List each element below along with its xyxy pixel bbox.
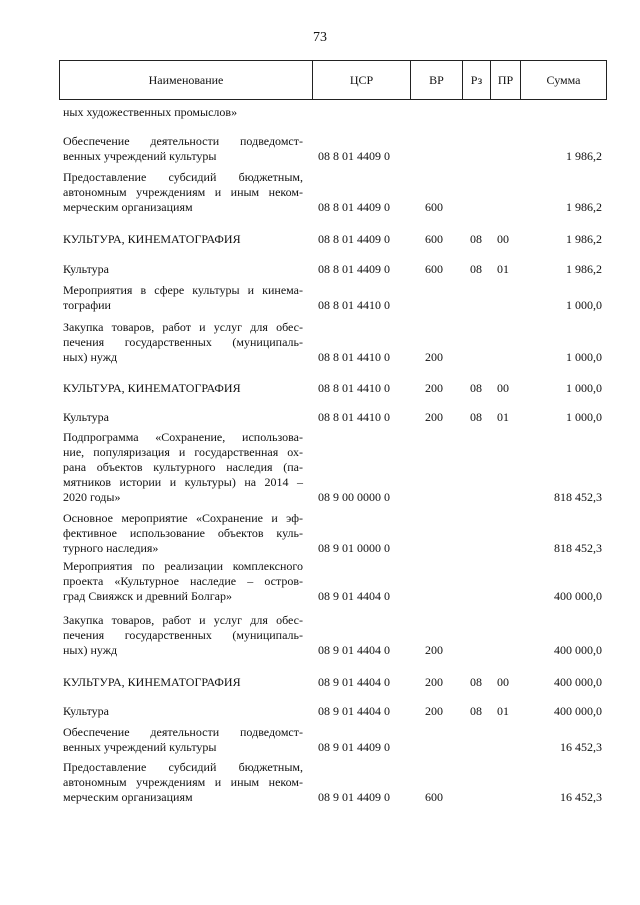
- row-name-line: печения государственных (муниципаль-: [63, 335, 303, 349]
- row-name: [63, 134, 303, 164]
- row-vr: 200: [425, 410, 443, 424]
- row-vr: 600: [425, 232, 443, 246]
- row-name: [63, 725, 303, 755]
- row-rz: 08: [470, 675, 482, 689]
- row-name-line: Мероприятия в сфере культуры и кинема-: [63, 283, 303, 297]
- row-rz: 08: [470, 381, 482, 395]
- row-name-line: автономным учреждениям и иным неком-: [63, 185, 303, 199]
- row-name: [63, 410, 303, 425]
- row-name: [63, 320, 303, 365]
- row-pr: 01: [497, 262, 509, 276]
- row-sum: 818 452,3: [554, 490, 602, 504]
- row-vr: 600: [425, 262, 443, 276]
- row-name-line: турного наследия»: [63, 541, 159, 555]
- row-name-line: ных) нужд: [63, 643, 118, 657]
- row-name-line: КУЛЬТУРА, КИНЕМАТОГРАФИЯ: [63, 675, 241, 689]
- row-vr: 200: [425, 381, 443, 395]
- row-csr: 08 8 01 4409 0: [318, 149, 390, 163]
- row-name-line: КУЛЬТУРА, КИНЕМАТОГРАФИЯ: [63, 232, 241, 246]
- row-sum: 400 000,0: [554, 643, 602, 657]
- row-sum: 16 452,3: [560, 740, 602, 754]
- row-name-line: Подпрограмма «Сохранение, использова-: [63, 430, 303, 444]
- row-csr: 08 8 01 4410 0: [318, 410, 390, 424]
- row-csr: 08 8 01 4409 0: [318, 232, 390, 246]
- row-name-line: Основное мероприятие «Сохранение и эф-: [63, 511, 303, 525]
- row-vr: 200: [425, 643, 443, 657]
- row-pr: 00: [497, 232, 509, 246]
- page-number: 73: [313, 30, 327, 45]
- row-name-line: ние, популяризация и государственная ох-: [63, 445, 303, 459]
- row-name-line: Обеспечение деятельности подведомст-: [63, 134, 303, 148]
- table-header: [59, 60, 607, 100]
- row-name-line: Культура: [63, 410, 109, 424]
- row-name-line: 2020 годы»: [63, 490, 121, 504]
- row-name-line: фективное использование объектов куль-: [63, 526, 303, 540]
- row-name-line: автономным учреждениям и иным неком-: [63, 775, 303, 789]
- row-csr: 08 8 01 4410 0: [318, 381, 390, 395]
- row-sum: 1 000,0: [566, 298, 602, 312]
- row-name: [63, 704, 303, 719]
- row-name-line: Обеспечение деятельности подведомст-: [63, 725, 303, 739]
- row-vr: 200: [425, 704, 443, 718]
- row-csr: 08 9 01 4404 0: [318, 589, 390, 603]
- row-csr: 08 9 00 0000 0: [318, 490, 390, 504]
- header-rz: Рз: [463, 61, 491, 99]
- row-name-line: мерческим организациям: [63, 790, 193, 804]
- row-rz: 08: [470, 232, 482, 246]
- row-name-line: венных учреждений культуры: [63, 740, 217, 754]
- row-csr: 08 9 01 0000 0: [318, 541, 390, 555]
- row-csr: 08 8 01 4410 0: [318, 350, 390, 364]
- continuation-text: ных художественных промыслов»: [63, 105, 238, 119]
- row-name-line: Закупка товаров, работ и услуг для обес-: [63, 320, 303, 334]
- row-rz: 08: [470, 262, 482, 276]
- row-name: [63, 511, 303, 556]
- header-vr: ВР: [411, 61, 463, 99]
- header-pr: ПР: [491, 61, 521, 99]
- row-sum: 1 000,0: [566, 410, 602, 424]
- header-sum: Сумма: [546, 72, 581, 87]
- row-name-line: Культура: [63, 704, 109, 718]
- row-name-line: Предоставление субсидий бюджетным,: [63, 170, 303, 184]
- row-sum: 400 000,0: [554, 589, 602, 603]
- row-name-line: венных учреждений культуры: [63, 149, 217, 163]
- row-name-line: тографии: [63, 298, 111, 312]
- row-name-line: ных) нужд: [63, 350, 118, 364]
- row-csr: 08 9 01 4409 0: [318, 740, 390, 754]
- row-name-line: Культура: [63, 262, 109, 276]
- row-name: [63, 381, 303, 396]
- row-name-line: печения государственных (муниципаль-: [63, 628, 303, 642]
- row-name-line: КУЛЬТУРА, КИНЕМАТОГРАФИЯ: [63, 381, 241, 395]
- row-name-line: град Свияжск и древний Болгар»: [63, 589, 232, 603]
- row-name: [63, 430, 303, 505]
- row-name: [63, 283, 303, 313]
- header-csr: ЦСР: [313, 61, 411, 99]
- row-csr: 08 9 01 4404 0: [318, 675, 390, 689]
- row-csr: 08 9 01 4409 0: [318, 790, 390, 804]
- row-sum: 400 000,0: [554, 704, 602, 718]
- row-name: [63, 613, 303, 658]
- row-name-line: Мероприятия по реализации комплексного: [63, 559, 303, 573]
- row-name-line: мятников истории и культуры) на 2014 –: [63, 475, 303, 489]
- row-vr: 200: [425, 350, 443, 364]
- row-sum: 1 986,2: [566, 262, 602, 276]
- row-pr: 00: [497, 381, 509, 395]
- row-sum: 1 000,0: [566, 381, 602, 395]
- header-name: Наименование: [60, 61, 313, 99]
- row-name: [63, 232, 303, 247]
- row-name-line: мерческим организациям: [63, 200, 193, 214]
- row-sum: 1 986,2: [566, 232, 602, 246]
- row-sum: 16 452,3: [560, 790, 602, 804]
- row-sum: 1 986,2: [566, 149, 602, 163]
- row-name-line: проекта «Культурное наследие – остров-: [63, 574, 303, 588]
- row-pr: 01: [497, 410, 509, 424]
- row-name-line: Предоставление субсидий бюджетным,: [63, 760, 303, 774]
- row-pr: 00: [497, 675, 509, 689]
- row-csr: 08 9 01 4404 0: [318, 643, 390, 657]
- row-sum: 400 000,0: [554, 675, 602, 689]
- row-name: [63, 559, 303, 604]
- row-name: [63, 760, 303, 805]
- row-rz: 08: [470, 410, 482, 424]
- row-name-line: рана объектов культурного наследия (па-: [63, 460, 303, 474]
- row-name: [63, 675, 303, 690]
- row-name: [63, 262, 303, 277]
- row-sum: 1 000,0: [566, 350, 602, 364]
- row-csr: 08 8 01 4409 0: [318, 262, 390, 276]
- row-vr: 200: [425, 675, 443, 689]
- row-csr: 08 8 01 4409 0: [318, 200, 390, 214]
- row-pr: 01: [497, 704, 509, 718]
- row-csr: 08 9 01 4404 0: [318, 704, 390, 718]
- row-name: [63, 170, 303, 215]
- row-sum: 1 986,2: [566, 200, 602, 214]
- row-rz: 08: [470, 704, 482, 718]
- row-vr: 600: [425, 200, 443, 214]
- row-sum: 818 452,3: [554, 541, 602, 555]
- row-name-line: Закупка товаров, работ и услуг для обес-: [63, 613, 303, 627]
- row-csr: 08 8 01 4410 0: [318, 298, 390, 312]
- row-vr: 600: [425, 790, 443, 804]
